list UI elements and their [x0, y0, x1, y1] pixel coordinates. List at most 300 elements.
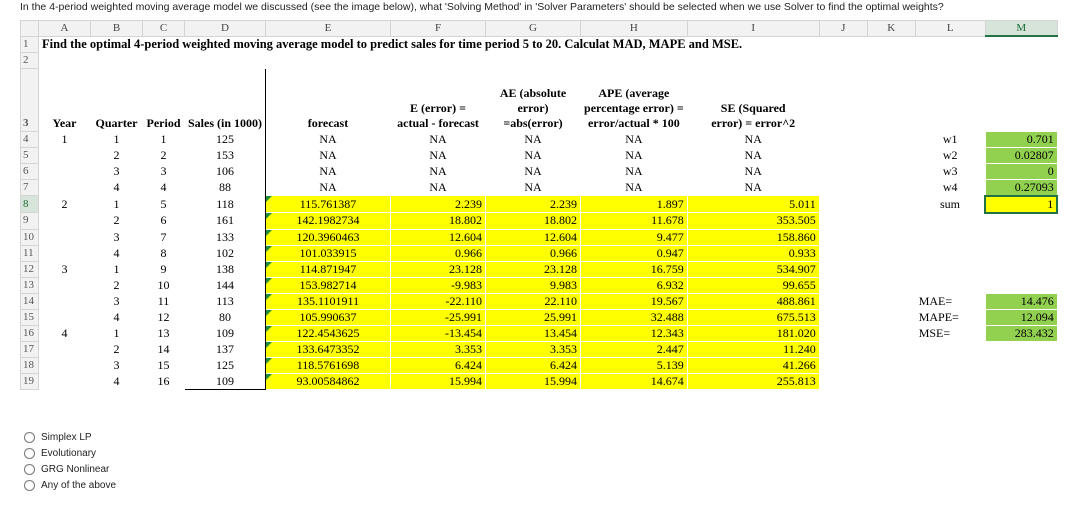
cell[interactable]	[819, 357, 867, 373]
cell-year[interactable]	[39, 341, 91, 357]
cell[interactable]	[915, 341, 985, 357]
cell[interactable]	[915, 213, 985, 230]
cell-error[interactable]: 6.424	[391, 357, 486, 373]
cell-se[interactable]: 99.655	[687, 277, 819, 293]
row-header-1[interactable]: 1	[21, 36, 39, 52]
cell-sales[interactable]: 161	[185, 213, 266, 230]
cell-year[interactable]	[39, 357, 91, 373]
cell-error[interactable]: NA	[429, 147, 447, 162]
cell-error[interactable]: NA	[429, 163, 447, 178]
option-label: GRG Nonlinear	[41, 463, 110, 475]
cell-ae[interactable]: 25.991	[486, 309, 581, 325]
header-sales-line: Sales (in 1000)	[188, 115, 263, 130]
column-header-g[interactable]: G	[486, 21, 581, 37]
cell[interactable]	[867, 229, 915, 245]
cell[interactable]	[915, 245, 985, 261]
cell-sales[interactable]: 118	[185, 196, 266, 213]
cell-ape[interactable]: 2.447	[581, 341, 688, 357]
cell-year[interactable]	[39, 179, 91, 196]
weight-label[interactable]: w1	[942, 131, 958, 146]
cell-year[interactable]	[39, 373, 91, 389]
cell[interactable]	[985, 52, 1057, 68]
cell[interactable]	[819, 213, 867, 230]
cell-quarter[interactable]: 3	[113, 229, 120, 244]
sheet-row	[21, 36, 1058, 52]
cell-quarter[interactable]: 1	[113, 196, 120, 211]
cell-period[interactable]: 9	[160, 261, 167, 276]
spreadsheet	[20, 20, 1058, 390]
header-error[interactable]	[391, 68, 486, 131]
cell[interactable]	[867, 213, 915, 230]
cell-forecast[interactable]: 118.5761698	[266, 357, 391, 373]
cell-ae[interactable]: 13.454	[486, 325, 581, 341]
header-quarter[interactable]	[91, 68, 143, 131]
cell-ae[interactable]: 23.128	[486, 261, 581, 277]
cell-quarter[interactable]: 1	[113, 325, 120, 340]
cell-period[interactable]: 8	[160, 245, 167, 260]
cell-ape[interactable]: 6.932	[581, 277, 688, 293]
cell[interactable]	[915, 373, 985, 389]
row-header-15[interactable]: 15	[21, 309, 39, 325]
cell-se[interactable]: 255.813	[687, 373, 819, 389]
cell-period[interactable]: 1	[160, 131, 167, 146]
cell-sales[interactable]: 125	[185, 357, 266, 373]
cell[interactable]	[915, 36, 985, 52]
cell[interactable]	[915, 52, 985, 68]
radio-button[interactable]	[24, 432, 35, 443]
cell-se[interactable]: 41.266	[687, 357, 819, 373]
radio-button[interactable]	[24, 448, 35, 459]
cell-period[interactable]: 15	[157, 357, 170, 372]
cell-se[interactable]: NA	[744, 131, 762, 146]
cell-ape[interactable]: NA	[625, 179, 643, 194]
header-ae-line: error)	[517, 100, 549, 115]
cell-quarter[interactable]: 3	[113, 163, 120, 178]
cell-period[interactable]: 2	[160, 147, 167, 162]
row-header-13[interactable]: 13	[21, 277, 39, 293]
cell-se[interactable]: 353.505	[687, 213, 819, 230]
cell[interactable]	[185, 52, 266, 68]
header-forecast[interactable]	[266, 68, 391, 131]
row-header-16[interactable]: 16	[21, 325, 39, 341]
cell[interactable]	[819, 373, 867, 389]
cell-period[interactable]: 14	[157, 341, 170, 356]
cell-year[interactable]	[39, 309, 91, 325]
cell-se[interactable]: 181.020	[687, 325, 819, 341]
cell-sales[interactable]: 109	[185, 325, 266, 341]
weight-label[interactable]: w4	[942, 179, 958, 194]
radio-button[interactable]	[24, 464, 35, 475]
cell[interactable]	[819, 293, 867, 309]
cell-forecast[interactable]: 135.1101911	[266, 293, 391, 309]
sheet-title[interactable]: Find the optimal 4-period weighted moving average model to predict sales for time period 5 to 20. Calculat MAD, MAPE and MSE.	[42, 36, 743, 51]
cell-ape[interactable]: 11.678	[581, 213, 688, 230]
cell-ape[interactable]: 0.947	[581, 245, 688, 261]
weight-value[interactable]: 1	[985, 196, 1057, 213]
cell[interactable]	[915, 261, 985, 277]
cell-period[interactable]: 11	[157, 293, 170, 308]
cell[interactable]	[867, 341, 915, 357]
cell[interactable]	[867, 68, 915, 131]
cell-ae[interactable]: NA	[524, 147, 542, 162]
cell-ae[interactable]: 6.424	[486, 357, 581, 373]
cell-quarter[interactable]: 4	[113, 245, 120, 260]
cell-se[interactable]: NA	[744, 147, 762, 162]
header-ape[interactable]	[581, 68, 688, 131]
cell[interactable]	[819, 179, 867, 196]
data-row	[21, 277, 1058, 293]
cell[interactable]	[819, 245, 867, 261]
column-header-h[interactable]: H	[581, 21, 688, 37]
cell[interactable]	[915, 357, 985, 373]
cell[interactable]	[915, 229, 985, 245]
cell-ae[interactable]: 22.110	[486, 293, 581, 309]
cell-ae[interactable]: NA	[524, 179, 542, 194]
cell-period[interactable]: 7	[160, 229, 167, 244]
cell-year[interactable]: 4	[61, 325, 68, 340]
row-header-12[interactable]: 12	[21, 261, 39, 277]
row-header-9[interactable]: 9	[21, 213, 39, 230]
header-ape-line: percentage error) =	[584, 100, 684, 115]
row-header-19[interactable]: 19	[21, 373, 39, 389]
cell-error[interactable]: -25.991	[391, 309, 486, 325]
cell[interactable]	[915, 277, 985, 293]
cell-ae[interactable]: NA	[524, 131, 542, 146]
cell-ape[interactable]: 5.139	[581, 357, 688, 373]
cell[interactable]	[819, 261, 867, 277]
cell-sales[interactable]: 153	[185, 147, 266, 163]
cell[interactable]	[867, 293, 915, 309]
cell-se[interactable]: 675.513	[687, 309, 819, 325]
weight-value[interactable]: 0	[985, 163, 1057, 179]
option-evolutionary[interactable]	[24, 445, 116, 461]
column-header-i[interactable]: I	[687, 21, 819, 37]
cell-period[interactable]: 12	[157, 309, 170, 324]
header-se-line: error) = error^2	[711, 115, 796, 130]
cell[interactable]	[819, 229, 867, 245]
cell-year[interactable]: 1	[61, 131, 68, 146]
cell[interactable]	[819, 325, 867, 341]
cell[interactable]	[915, 68, 985, 131]
cell-quarter[interactable]: 2	[113, 341, 120, 356]
cell-forecast[interactable]: 122.4543625	[266, 325, 391, 341]
header-ae[interactable]	[486, 68, 581, 131]
cell-ape[interactable]: 1.897	[581, 196, 688, 213]
cell-error[interactable]: 2.239	[391, 196, 486, 213]
cell[interactable]	[819, 341, 867, 357]
select-all-corner[interactable]	[21, 21, 39, 37]
cell-se[interactable]: 11.240	[687, 341, 819, 357]
cell[interactable]	[867, 261, 915, 277]
metric-value[interactable]: 12.094	[985, 309, 1057, 325]
cell-ape[interactable]: 16.759	[581, 261, 688, 277]
cell[interactable]	[91, 52, 143, 68]
cell-forecast[interactable]: NA	[319, 147, 337, 162]
cell-se[interactable]: NA	[744, 179, 762, 194]
weight-value[interactable]: 0.27093	[985, 179, 1057, 196]
cell-ape[interactable]: NA	[625, 131, 643, 146]
data-row	[21, 341, 1058, 357]
cell[interactable]	[867, 357, 915, 373]
cell-year[interactable]	[39, 147, 91, 163]
row-header-18[interactable]: 18	[21, 357, 39, 373]
cell[interactable]	[985, 261, 1057, 277]
cell[interactable]	[867, 147, 915, 163]
cell-error[interactable]: 12.604	[391, 229, 486, 245]
cell-error[interactable]: -9.983	[391, 277, 486, 293]
weight-label[interactable]: w2	[942, 147, 958, 162]
cell-sales[interactable]: 106	[185, 163, 266, 179]
column-header-m[interactable]: M	[985, 21, 1057, 37]
cell-quarter[interactable]: 4	[113, 309, 120, 324]
cell-sales[interactable]: 88	[185, 179, 266, 196]
cell[interactable]	[985, 68, 1057, 131]
cell-sales[interactable]: 144	[185, 277, 266, 293]
cell[interactable]	[985, 245, 1057, 261]
header-ae-line: AE (absolute	[499, 85, 567, 100]
cell-year[interactable]	[39, 293, 91, 309]
cell-forecast[interactable]: NA	[319, 179, 337, 194]
cell-sales[interactable]: 113	[185, 293, 266, 309]
header-se[interactable]	[687, 68, 819, 131]
cell-forecast[interactable]: 93.00584862	[266, 373, 391, 389]
cell-forecast[interactable]: 115.761387	[266, 196, 391, 213]
row-header-5[interactable]: 5	[21, 147, 39, 163]
row-header-7[interactable]: 7	[21, 179, 39, 196]
cell[interactable]	[867, 131, 915, 147]
column-header-b[interactable]: B	[91, 21, 143, 37]
radio-button[interactable]	[24, 480, 35, 491]
cell-ape[interactable]: 14.674	[581, 373, 688, 389]
cell-forecast[interactable]: 142.1982734	[266, 213, 391, 230]
cell[interactable]	[867, 373, 915, 389]
cell-forecast[interactable]: 114.871947	[266, 261, 391, 277]
column-header-l[interactable]: L	[915, 21, 985, 37]
cell-period[interactable]: 10	[157, 277, 170, 292]
cell-sales[interactable]: 109	[185, 373, 266, 389]
cell[interactable]	[819, 277, 867, 293]
option-any-of-the-above[interactable]	[24, 477, 116, 493]
row-header-2[interactable]: 2	[21, 52, 39, 68]
column-header-a[interactable]: A	[39, 21, 91, 37]
row-header-6[interactable]: 6	[21, 163, 39, 179]
header-sales[interactable]	[185, 68, 266, 131]
row-header-14[interactable]: 14	[21, 293, 39, 309]
cell-quarter[interactable]: 2	[113, 277, 120, 292]
cell-ae[interactable]: 0.966	[486, 245, 581, 261]
cell-period[interactable]: 6	[160, 213, 167, 228]
data-row	[21, 131, 1058, 147]
cell-quarter[interactable]: 3	[113, 357, 120, 372]
cell[interactable]	[867, 179, 915, 196]
column-header-d[interactable]: D	[185, 21, 266, 37]
column-header-k[interactable]: K	[867, 21, 915, 37]
cell[interactable]	[819, 163, 867, 179]
cell-quarter[interactable]: 4	[113, 179, 120, 194]
cell[interactable]	[867, 36, 915, 52]
weight-label[interactable]: sum	[939, 196, 960, 211]
column-header-f[interactable]: F	[391, 21, 486, 37]
metric-value[interactable]: 283.432	[985, 325, 1057, 341]
weight-value[interactable]: 0.701	[985, 131, 1057, 147]
column-header-row	[21, 21, 1058, 37]
cell-quarter[interactable]: 4	[113, 373, 120, 388]
cell-sales[interactable]: 125	[185, 131, 266, 147]
cell-se[interactable]: 534.907	[687, 261, 819, 277]
cell-quarter[interactable]: 3	[113, 293, 120, 308]
cell[interactable]	[985, 373, 1057, 389]
cell-year[interactable]: 3	[61, 261, 68, 276]
row-header-8[interactable]: 8	[21, 196, 39, 213]
cell-year[interactable]	[39, 277, 91, 293]
cell-ae[interactable]: 12.604	[486, 229, 581, 245]
cell-year[interactable]	[39, 229, 91, 245]
cell[interactable]	[391, 52, 486, 68]
option-label: Evolutionary	[41, 447, 97, 459]
cell-sales[interactable]: 133	[185, 229, 266, 245]
weight-label[interactable]: w3	[942, 163, 958, 178]
metric-value[interactable]: 14.476	[985, 293, 1057, 309]
metric-label[interactable]: MAE=	[918, 293, 953, 308]
cell-error[interactable]: NA	[429, 179, 447, 194]
cell[interactable]	[985, 277, 1057, 293]
cell-year[interactable]	[39, 213, 91, 230]
row-header-10[interactable]: 10	[21, 229, 39, 245]
cell-error[interactable]: 15.994	[391, 373, 486, 389]
cell[interactable]	[39, 52, 91, 68]
cell-forecast[interactable]: 120.3960463	[266, 229, 391, 245]
cell-se[interactable]: 158.860	[687, 229, 819, 245]
column-header-j[interactable]: J	[819, 21, 867, 37]
cell-se[interactable]: 5.011	[687, 196, 819, 213]
row-header-17[interactable]: 17	[21, 341, 39, 357]
cell[interactable]	[867, 325, 915, 341]
cell-forecast[interactable]: NA	[319, 163, 337, 178]
cell-period[interactable]: 5	[160, 196, 167, 211]
cell[interactable]	[867, 309, 915, 325]
cell-ape[interactable]: 19.567	[581, 293, 688, 309]
option-grg-nonlinear[interactable]	[24, 461, 116, 477]
cell-ape[interactable]: NA	[625, 163, 643, 178]
header-quarter-line: Quarter	[95, 115, 138, 130]
cell-period[interactable]: 3	[160, 163, 167, 178]
cell-ae[interactable]: 18.802	[486, 213, 581, 230]
cell[interactable]	[867, 245, 915, 261]
header-period[interactable]	[143, 68, 185, 131]
cell-ae[interactable]: 15.994	[486, 373, 581, 389]
header-year[interactable]	[39, 68, 91, 131]
cell-error[interactable]: 18.802	[391, 213, 486, 230]
data-row	[21, 325, 1058, 341]
data-row	[21, 179, 1058, 196]
cell[interactable]	[985, 229, 1057, 245]
cell-quarter[interactable]: 1	[113, 131, 120, 146]
cell-ape[interactable]: 32.488	[581, 309, 688, 325]
cell[interactable]	[581, 52, 688, 68]
cell-year[interactable]	[39, 245, 91, 261]
cell-year[interactable]	[39, 163, 91, 179]
cell-ape[interactable]: 9.477	[581, 229, 688, 245]
row-header-3[interactable]: 3	[21, 68, 39, 131]
question-text: In the 4-period weighted moving average model we discussed (see the image below), what 'Solving Method' in 'Solver Parameters' should be selected when we use Solver to find the optimal weights?	[20, 1, 944, 13]
cell-ae[interactable]: NA	[524, 163, 542, 178]
cell[interactable]	[867, 196, 915, 213]
data-row	[21, 357, 1058, 373]
metric-label[interactable]: MAPE=	[918, 309, 959, 324]
cell-period[interactable]: 4	[160, 179, 167, 194]
cell-se[interactable]: NA	[744, 163, 762, 178]
cell-error[interactable]: NA	[429, 131, 447, 146]
cell-forecast[interactable]: 101.033915	[266, 245, 391, 261]
cell[interactable]	[985, 341, 1057, 357]
cell-ae[interactable]: 9.983	[486, 277, 581, 293]
cell-sales[interactable]: 80	[185, 309, 266, 325]
cell-ae[interactable]: 3.353	[486, 341, 581, 357]
row-header-11[interactable]: 11	[21, 245, 39, 261]
cell[interactable]	[819, 52, 867, 68]
cell[interactable]	[143, 52, 185, 68]
cell-ape[interactable]: 12.343	[581, 325, 688, 341]
cell-quarter[interactable]: 1	[113, 261, 120, 276]
cell-ape[interactable]: NA	[625, 147, 643, 162]
cell-year[interactable]: 2	[61, 196, 68, 211]
option-simplex-lp[interactable]	[24, 429, 116, 445]
cell[interactable]	[819, 68, 867, 131]
weight-value[interactable]: 0.02807	[985, 147, 1057, 163]
cell[interactable]	[266, 52, 391, 68]
cell-forecast[interactable]: 133.6473352	[266, 341, 391, 357]
cell-sales[interactable]: 137	[185, 341, 266, 357]
data-row	[21, 245, 1058, 261]
cell-sales[interactable]: 138	[185, 261, 266, 277]
cell[interactable]	[819, 36, 867, 52]
data-row	[21, 373, 1058, 389]
cell-forecast[interactable]: NA	[319, 131, 337, 146]
column-header-e[interactable]: E	[266, 21, 391, 37]
cell[interactable]	[867, 52, 915, 68]
cell-forecast[interactable]: 153.982714	[266, 277, 391, 293]
cell-period[interactable]: 13	[157, 325, 170, 340]
cell[interactable]	[867, 163, 915, 179]
cell-error[interactable]: 3.353	[391, 341, 486, 357]
cell[interactable]	[985, 213, 1057, 230]
metric-label[interactable]: MSE=	[918, 325, 951, 340]
row-header-4[interactable]: 4	[21, 131, 39, 147]
cell[interactable]	[819, 131, 867, 147]
cell[interactable]	[819, 196, 867, 213]
cell-se[interactable]: 0.933	[687, 245, 819, 261]
cell[interactable]	[867, 277, 915, 293]
cell[interactable]	[819, 309, 867, 325]
cell-error[interactable]: -13.454	[391, 325, 486, 341]
cell[interactable]	[687, 52, 819, 68]
cell-ae[interactable]: 2.239	[486, 196, 581, 213]
cell[interactable]	[985, 357, 1057, 373]
column-header-c[interactable]: C	[143, 21, 185, 37]
cell-error[interactable]: -22.110	[391, 293, 486, 309]
cell-sales[interactable]: 102	[185, 245, 266, 261]
cell-quarter[interactable]: 2	[113, 213, 120, 228]
cell-forecast[interactable]: 105.990637	[266, 309, 391, 325]
cell[interactable]	[819, 147, 867, 163]
header-year-line: Year	[52, 115, 77, 130]
cell[interactable]	[486, 52, 581, 68]
cell-error[interactable]: 0.966	[391, 245, 486, 261]
cell-period[interactable]: 16	[157, 373, 170, 388]
cell-se[interactable]: 488.861	[687, 293, 819, 309]
cell-quarter[interactable]: 2	[113, 147, 120, 162]
cell-error[interactable]: 23.128	[391, 261, 486, 277]
